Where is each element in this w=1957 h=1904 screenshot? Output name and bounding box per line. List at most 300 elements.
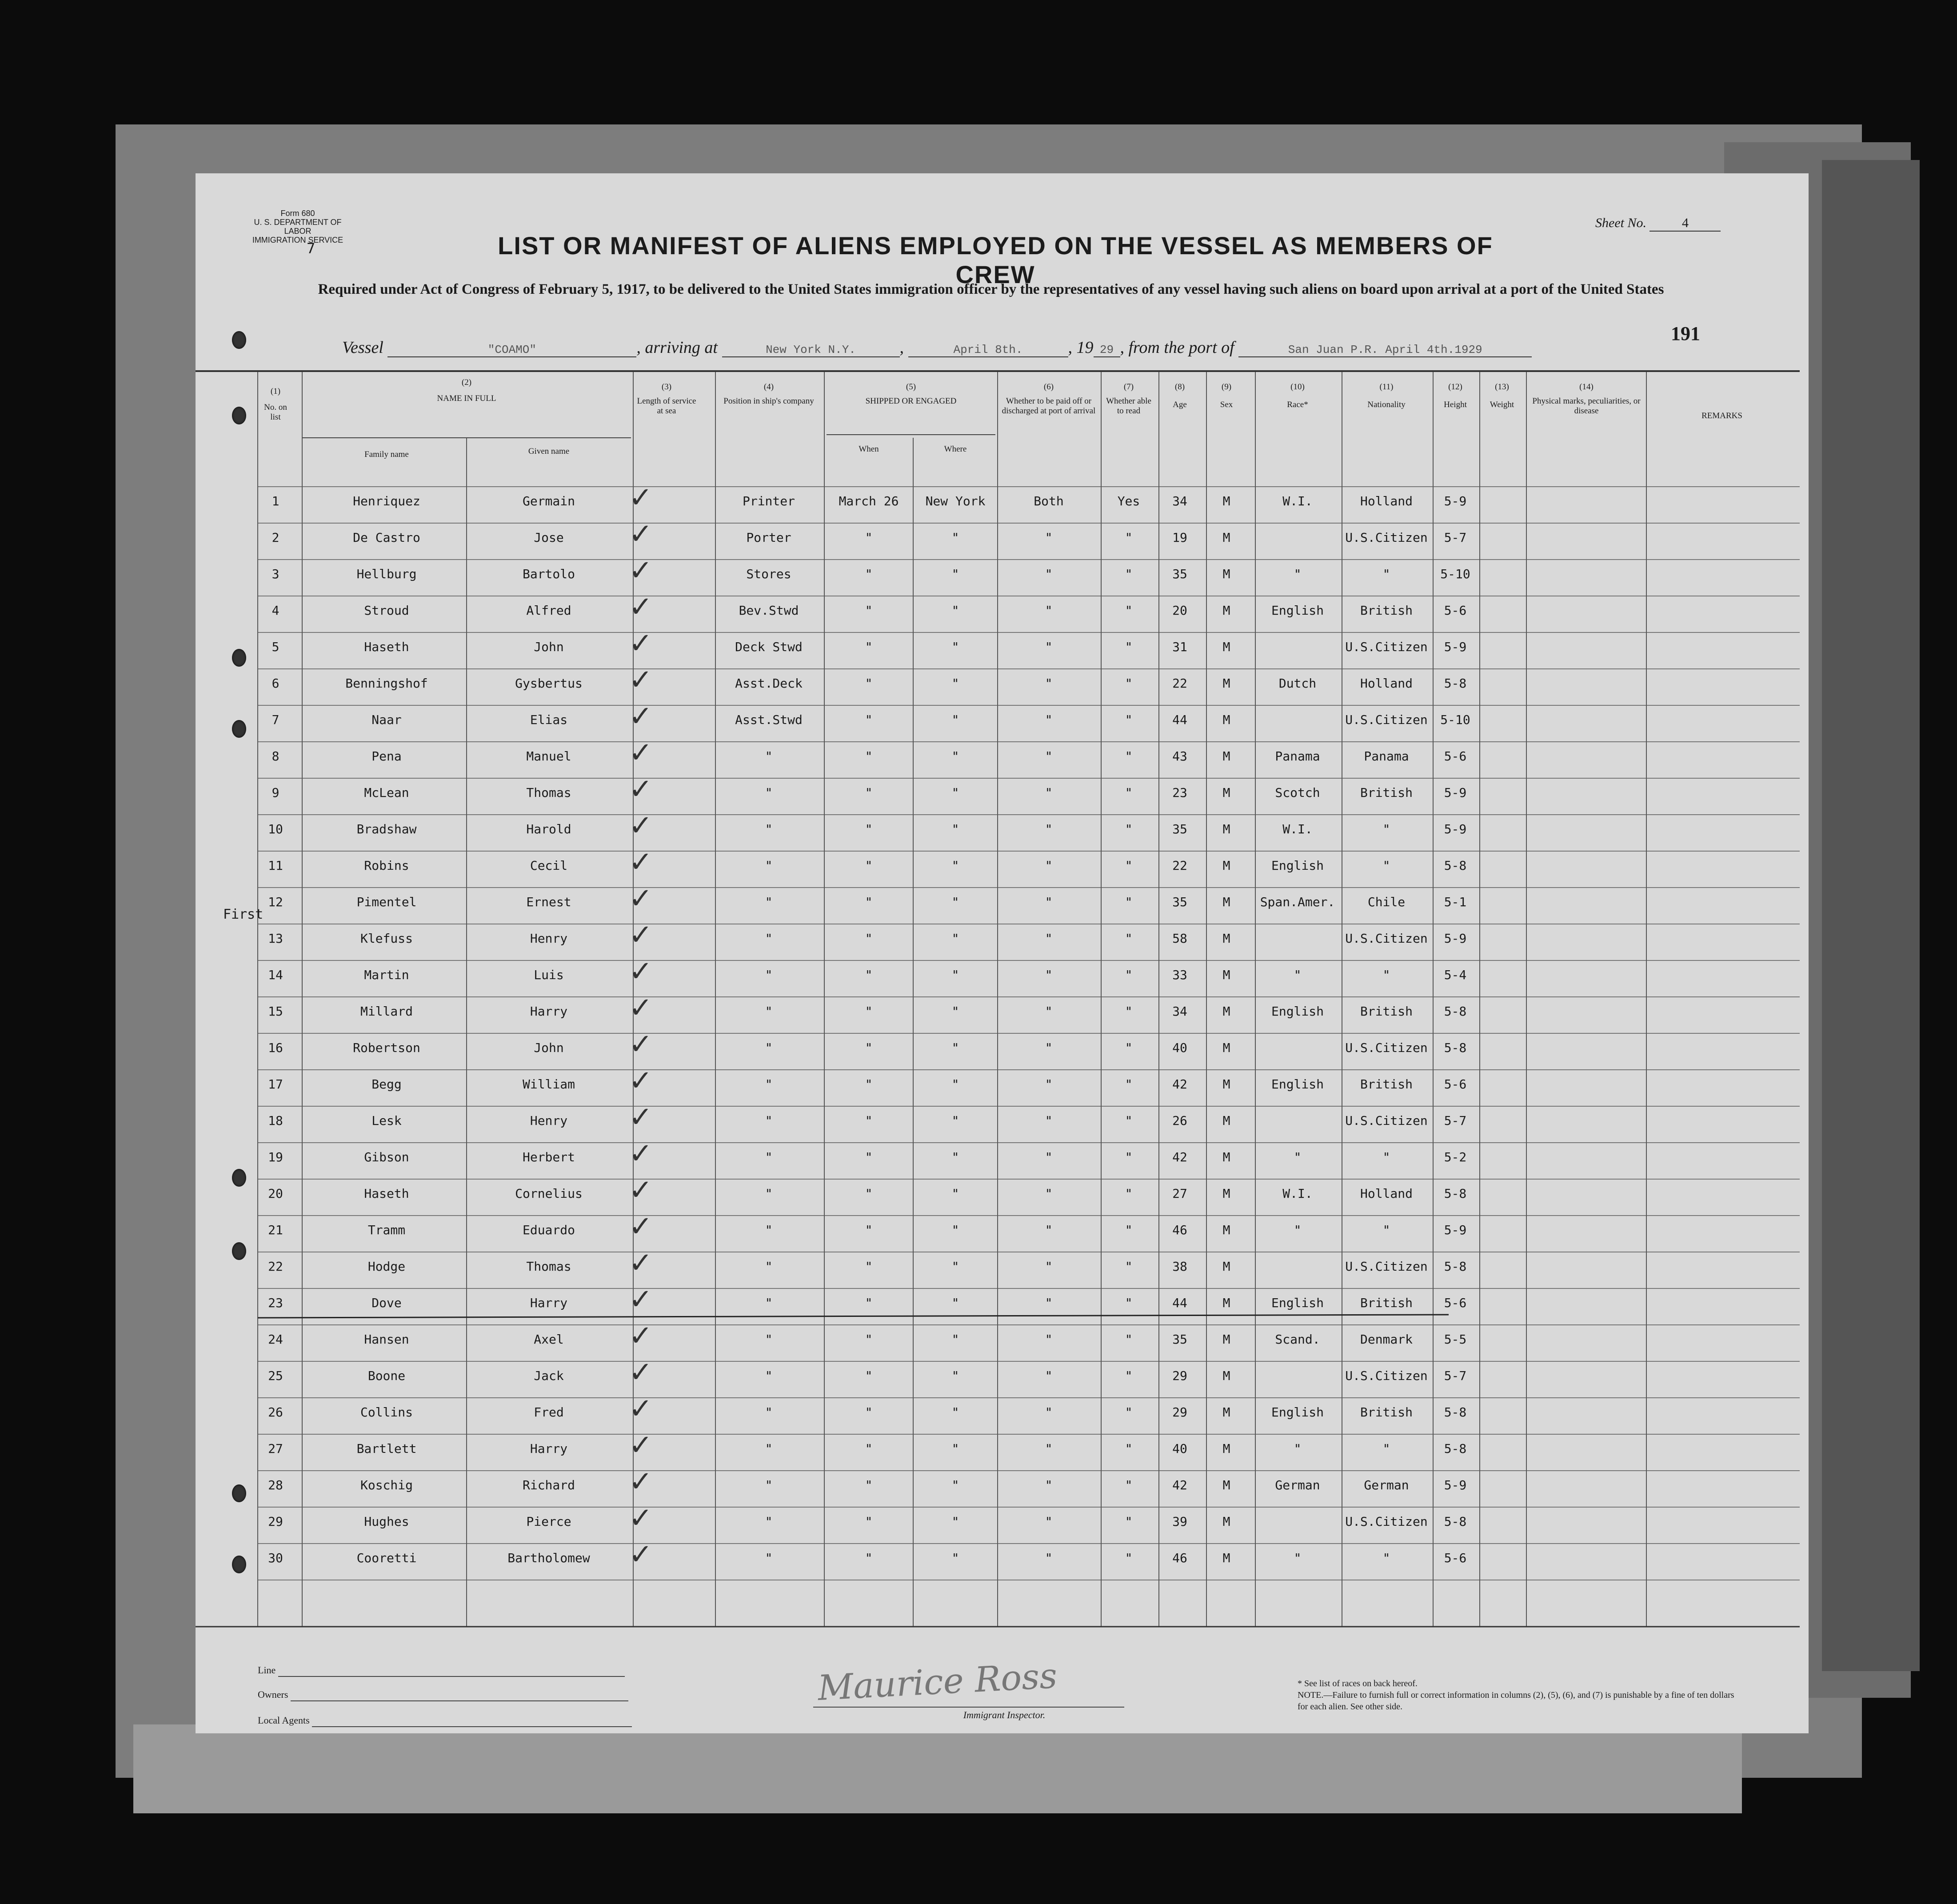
col-8-header: (8) Age — [1173, 382, 1187, 409]
age-cell: 35 — [1172, 567, 1187, 581]
sex-cell: M — [1222, 1150, 1230, 1164]
nationality-cell: Panama — [1364, 749, 1409, 764]
col-2-header: (2) NAME IN FULL — [437, 378, 496, 403]
race-cell: English — [1271, 603, 1324, 618]
row-number-cell: 7 — [272, 712, 280, 727]
page-subtitle: Required under Act of Congress of February 5, 1917, to be delivered to the United States immigration officer by the representatives of any vessel having such aliens on board upon arrival at a port of the United States — [318, 281, 1664, 297]
age-cell: 29 — [1172, 1368, 1187, 1383]
age-cell: 26 — [1172, 1113, 1187, 1128]
race-cell: Panama — [1275, 749, 1320, 764]
paid-off-cell: " — [1045, 1040, 1053, 1055]
col-6-header: (6) Whether to be paid off or discharged at port of arrival — [1002, 382, 1096, 416]
position-cell: Deck Stwd — [735, 640, 803, 654]
row-number-cell: 25 — [268, 1368, 283, 1383]
given-name-cell: Bartolo — [522, 567, 575, 581]
position-cell: " — [765, 1077, 773, 1092]
age-cell: 34 — [1172, 494, 1187, 508]
paid-off-cell: " — [1045, 530, 1053, 545]
shipped-where-cell: " — [951, 1040, 959, 1055]
race-cell: Scotch — [1275, 785, 1320, 800]
shipped-where-cell: " — [951, 640, 959, 654]
shipped-when-cell: " — [865, 530, 873, 545]
nationality-cell: U.S.Citizen — [1345, 931, 1428, 946]
paid-off-cell: " — [1045, 858, 1053, 873]
age-cell: 19 — [1172, 530, 1187, 545]
sex-cell: M — [1222, 931, 1230, 946]
given-name-cell: Cecil — [530, 858, 568, 873]
given-name-header: Given name — [528, 447, 570, 456]
shipped-when-cell: " — [865, 1405, 873, 1420]
able-to-read-cell: " — [1125, 749, 1133, 764]
check-mark-icon: ✓ — [629, 1356, 653, 1389]
age-cell: 22 — [1172, 858, 1187, 873]
col-11-header: (11) Nationality — [1367, 382, 1406, 409]
able-to-read-cell: " — [1125, 1150, 1133, 1164]
position-cell: " — [765, 1040, 773, 1055]
able-to-read-cell: " — [1125, 1368, 1133, 1383]
paid-off-cell: " — [1045, 712, 1053, 727]
row-number-cell: 23 — [268, 1296, 283, 1310]
able-to-read-cell: Yes — [1117, 494, 1140, 508]
shipped-when-cell: " — [865, 1150, 873, 1164]
able-to-read-cell: " — [1125, 1296, 1133, 1310]
age-cell: 43 — [1172, 749, 1187, 764]
age-cell: 20 — [1172, 603, 1187, 618]
shipped-where-cell: " — [951, 567, 959, 581]
col-14-header: (14) Physical marks, peculiarities, or disease — [1532, 382, 1641, 416]
shipped-when-cell: " — [865, 603, 873, 618]
position-cell: " — [765, 822, 773, 836]
paid-off-cell: " — [1045, 822, 1053, 836]
height-cell: 5-8 — [1444, 1040, 1467, 1055]
family-name-cell: Haseth — [364, 1186, 409, 1201]
shipped-when-cell: " — [865, 1478, 873, 1492]
arriving-port: New York N.Y. — [722, 343, 900, 357]
able-to-read-cell: " — [1125, 1004, 1133, 1019]
shipped-where-cell: " — [951, 1077, 959, 1092]
check-mark-icon: ✓ — [629, 591, 653, 624]
row-number-cell: 8 — [272, 749, 280, 764]
col-9-header: (9) Sex — [1220, 382, 1233, 409]
given-name-cell: Germain — [522, 494, 575, 508]
position-cell: " — [765, 1441, 773, 1456]
family-name-cell: Tramm — [367, 1223, 406, 1237]
nationality-cell: U.S.Citizen — [1345, 712, 1428, 727]
check-mark-icon: ✓ — [629, 664, 653, 696]
given-name-cell: Harry — [530, 1004, 568, 1019]
race-cell: " — [1294, 1223, 1302, 1237]
shipped-where-cell: " — [951, 1405, 959, 1420]
sex-cell: M — [1222, 712, 1230, 727]
race-cell: W.I. — [1282, 822, 1313, 836]
family-name-cell: Koschig — [360, 1478, 413, 1492]
nationality-cell: British — [1360, 603, 1413, 618]
paid-off-cell: " — [1045, 785, 1053, 800]
check-mark-icon: ✓ — [629, 846, 653, 879]
family-name-cell: Cooretti — [356, 1551, 417, 1565]
check-mark-icon: ✓ — [629, 773, 653, 806]
shipped-when-cell: " — [865, 712, 873, 727]
family-name-cell: Pimentel — [356, 895, 417, 909]
paid-off-cell: " — [1045, 1478, 1053, 1492]
paid-off-cell: " — [1045, 1332, 1053, 1347]
check-mark-icon: ✓ — [629, 518, 653, 551]
sex-cell: M — [1222, 1040, 1230, 1055]
given-name-cell: William — [522, 1077, 575, 1092]
given-name-cell: Eduardo — [522, 1223, 575, 1237]
able-to-read-cell: " — [1125, 1077, 1133, 1092]
shipped-when-cell: " — [865, 785, 873, 800]
row-number-cell: 3 — [272, 567, 280, 581]
check-mark-icon: ✓ — [629, 1465, 653, 1498]
position-cell: " — [765, 1405, 773, 1420]
col-5-header: (5) SHIPPED OR ENGAGED — [865, 382, 957, 406]
family-name-cell: Dove — [371, 1296, 402, 1310]
nationality-cell: Holland — [1360, 494, 1413, 508]
shipped-where-cell: " — [951, 1113, 959, 1128]
shipped-where-cell: " — [951, 749, 959, 764]
age-cell: 34 — [1172, 1004, 1187, 1019]
family-name-cell: Lesk — [371, 1113, 402, 1128]
paid-off-cell: " — [1045, 1077, 1053, 1092]
sex-cell: M — [1222, 858, 1230, 873]
check-mark-icon: ✓ — [629, 1283, 653, 1316]
nationality-cell: " — [1382, 567, 1390, 581]
nationality-cell: U.S.Citizen — [1345, 1259, 1428, 1274]
height-cell: 5-7 — [1444, 530, 1467, 545]
position-cell: " — [765, 858, 773, 873]
check-mark-icon: ✓ — [629, 882, 653, 915]
shipped-when-cell: " — [865, 1551, 873, 1565]
position-cell: " — [765, 931, 773, 946]
able-to-read-cell: " — [1125, 785, 1133, 800]
check-mark-icon: ✓ — [629, 1210, 653, 1243]
able-to-read-cell: " — [1125, 1223, 1133, 1237]
nationality-cell: British — [1360, 1296, 1413, 1310]
check-mark-icon: ✓ — [629, 1101, 653, 1134]
sex-cell: M — [1222, 822, 1230, 836]
given-name-cell: John — [534, 640, 564, 654]
able-to-read-cell: " — [1125, 712, 1133, 727]
given-name-cell: Thomas — [526, 785, 571, 800]
sex-cell: M — [1222, 1259, 1230, 1274]
position-cell: Bev.Stwd — [739, 603, 799, 618]
sex-cell: M — [1222, 1113, 1230, 1128]
row-number-cell: 26 — [268, 1405, 283, 1420]
race-cell: W.I. — [1282, 1186, 1313, 1201]
position-cell: " — [765, 1332, 773, 1347]
able-to-read-cell: " — [1125, 1040, 1133, 1055]
given-name-cell: Bartholomew — [507, 1551, 590, 1565]
shipped-when-cell: " — [865, 676, 873, 691]
footer-note — [1298, 1678, 1742, 1712]
owners-field: Owners — [258, 1689, 628, 1701]
position-cell: Printer — [742, 494, 795, 508]
able-to-read-cell: " — [1125, 1514, 1133, 1529]
paid-off-cell: " — [1045, 1186, 1053, 1201]
line-field: Line — [258, 1664, 625, 1677]
given-name-cell: Harry — [530, 1296, 568, 1310]
shipped-where-cell: " — [951, 895, 959, 909]
race-note: * See list of races on back hereof. — [1298, 1679, 1418, 1688]
row-number-cell: 10 — [268, 822, 283, 836]
age-cell: 33 — [1172, 968, 1187, 982]
check-mark-icon: ✓ — [629, 1502, 653, 1535]
nationality-cell: " — [1382, 1150, 1390, 1164]
paid-off-cell: " — [1045, 1004, 1053, 1019]
sex-cell: M — [1222, 1478, 1230, 1492]
row-number-cell: 21 — [268, 1223, 283, 1237]
paid-off-cell: " — [1045, 931, 1053, 946]
able-to-read-cell: " — [1125, 858, 1133, 873]
col-7-header: (7) Whether able to read — [1106, 382, 1151, 416]
height-cell: 5-8 — [1444, 1186, 1467, 1201]
height-cell: 5-8 — [1444, 1514, 1467, 1529]
given-name-cell: Elias — [530, 712, 568, 727]
paid-off-cell: " — [1045, 1368, 1053, 1383]
nationality-cell: U.S.Citizen — [1345, 640, 1428, 654]
sex-cell: M — [1222, 895, 1230, 909]
shipped-when-cell: " — [865, 1368, 873, 1383]
able-to-read-cell: " — [1125, 1551, 1133, 1565]
row-number-cell: 24 — [268, 1332, 283, 1347]
sex-cell: M — [1222, 603, 1230, 618]
able-to-read-cell: " — [1125, 640, 1133, 654]
position-cell: Asst.Deck — [735, 676, 803, 691]
able-to-read-cell: " — [1125, 1332, 1133, 1347]
sex-cell: M — [1222, 676, 1230, 691]
race-cell: W.I. — [1282, 494, 1313, 508]
check-mark-icon: ✓ — [629, 1429, 653, 1462]
row-number-cell: 30 — [268, 1551, 283, 1565]
shipped-when-cell: March 26 — [839, 494, 899, 508]
shipped-when-cell: " — [865, 822, 873, 836]
shipped-when-cell: " — [865, 895, 873, 909]
row-number-cell: 16 — [268, 1040, 283, 1055]
family-name-cell: Martin — [364, 968, 409, 982]
given-name-cell: Henry — [530, 931, 568, 946]
check-mark-icon: ✓ — [629, 1064, 653, 1097]
paid-off-cell: " — [1045, 1113, 1053, 1128]
age-cell: 27 — [1172, 1186, 1187, 1201]
height-cell: 5-7 — [1444, 1113, 1467, 1128]
nationality-cell: Holland — [1360, 1186, 1413, 1201]
age-cell: 23 — [1172, 785, 1187, 800]
from-label: , from the port of — [1120, 338, 1234, 357]
age-cell: 29 — [1172, 1405, 1187, 1420]
position-cell: " — [765, 1186, 773, 1201]
shipped-where-cell: " — [951, 822, 959, 836]
sex-cell: M — [1222, 1551, 1230, 1565]
family-name-cell: De Castro — [353, 530, 420, 545]
shipped-when-cell: " — [865, 749, 873, 764]
check-mark-icon: ✓ — [629, 955, 653, 988]
department-name: U. S. DEPARTMENT OF LABOR — [254, 218, 342, 236]
able-to-read-cell: " — [1125, 895, 1133, 909]
age-cell: 58 — [1172, 931, 1187, 946]
height-cell: 5-6 — [1444, 603, 1467, 618]
shipped-where-cell: " — [951, 1368, 959, 1383]
position-cell: " — [765, 968, 773, 982]
vessel-line: Vessel "COAMO" , arriving at New York N.Y. , April 8th. , 19 29 , from the port of San Juan P.R. April 4th.1929 — [342, 338, 1631, 357]
family-name-cell: Gibson — [364, 1150, 409, 1164]
shipped-where-cell: " — [951, 1551, 959, 1565]
age-cell: 44 — [1172, 1296, 1187, 1310]
sex-cell: M — [1222, 494, 1230, 508]
race-cell: " — [1294, 567, 1302, 581]
check-mark-icon: ✓ — [629, 736, 653, 769]
sex-cell: M — [1222, 749, 1230, 764]
col-10-header: (10) Race* — [1287, 382, 1308, 409]
check-mark-icon: ✓ — [629, 1137, 653, 1170]
able-to-read-cell: " — [1125, 603, 1133, 618]
race-cell: German — [1275, 1478, 1320, 1492]
age-cell: 22 — [1172, 676, 1187, 691]
nationality-cell: British — [1360, 1077, 1413, 1092]
row-number-cell: 2 — [272, 530, 280, 545]
height-cell: 5-9 — [1444, 1223, 1467, 1237]
check-mark-icon: ✓ — [629, 1320, 653, 1352]
height-cell: 5-6 — [1444, 1077, 1467, 1092]
nationality-cell: U.S.Citizen — [1345, 1040, 1428, 1055]
age-cell: 46 — [1172, 1223, 1187, 1237]
nationality-cell: " — [1382, 1551, 1390, 1565]
nationality-cell: " — [1382, 858, 1390, 873]
given-name-cell: Jack — [534, 1368, 564, 1383]
able-to-read-cell: " — [1125, 968, 1133, 982]
paid-off-cell: " — [1045, 1514, 1053, 1529]
when-header: When — [859, 444, 879, 454]
nationality-cell: " — [1382, 1441, 1390, 1456]
col-3-header: (3) Length of service at sea — [637, 382, 696, 416]
height-cell: 5-7 — [1444, 1368, 1467, 1383]
family-name-cell: Collins — [360, 1405, 413, 1420]
race-cell: English — [1271, 1077, 1324, 1092]
paid-off-cell: " — [1045, 1259, 1053, 1274]
row-number-cell: 18 — [268, 1113, 283, 1128]
shipped-where-cell: " — [951, 1004, 959, 1019]
paid-off-cell: " — [1045, 1551, 1053, 1565]
family-name-cell: Robins — [364, 858, 409, 873]
row-number-cell: 15 — [268, 1004, 283, 1019]
col-4-header: (4) Position in ship's company — [723, 382, 814, 406]
height-cell: 5-8 — [1444, 1004, 1467, 1019]
family-name-cell: Begg — [371, 1077, 402, 1092]
height-cell: 5-8 — [1444, 676, 1467, 691]
height-cell: 5-8 — [1444, 858, 1467, 873]
sex-cell: M — [1222, 1077, 1230, 1092]
row-number-cell: 5 — [272, 640, 280, 654]
given-name-cell: Gysbertus — [515, 676, 583, 691]
able-to-read-cell: " — [1125, 931, 1133, 946]
position-cell: " — [765, 1150, 773, 1164]
sex-cell: M — [1222, 530, 1230, 545]
row-number-cell: 6 — [272, 676, 280, 691]
family-name-header: Family name — [364, 450, 409, 459]
family-name-cell: Klefuss — [360, 931, 413, 946]
check-mark-icon: ✓ — [629, 1174, 653, 1207]
shipped-when-cell: " — [865, 1296, 873, 1310]
age-cell: 40 — [1172, 1441, 1187, 1456]
race-cell: English — [1271, 1004, 1324, 1019]
given-name-cell: John — [534, 1040, 564, 1055]
paid-off-cell: " — [1045, 968, 1053, 982]
sex-cell: M — [1222, 1223, 1230, 1237]
sex-cell: M — [1222, 785, 1230, 800]
paid-off-cell: " — [1045, 640, 1053, 654]
sex-cell: M — [1222, 1405, 1230, 1420]
nationality-cell: British — [1360, 785, 1413, 800]
height-cell: 5-10 — [1440, 567, 1470, 581]
family-name-cell: McLean — [364, 785, 409, 800]
col-13-header: (13) Weight — [1490, 382, 1514, 409]
sex-cell: M — [1222, 968, 1230, 982]
shipped-when-cell: " — [865, 1186, 873, 1201]
position-cell: " — [765, 895, 773, 909]
paid-off-cell: " — [1045, 1150, 1053, 1164]
shipped-when-cell: " — [865, 1004, 873, 1019]
inspector-label: Immigrant Inspector. — [813, 1707, 1124, 1721]
shipped-when-cell: " — [865, 1223, 873, 1237]
remarks-header: REMARKS — [1701, 411, 1742, 420]
given-name-cell: Thomas — [526, 1259, 571, 1274]
col-1-header: (1) No. on list — [264, 387, 287, 422]
shipped-where-cell: " — [951, 1514, 959, 1529]
race-cell: Span.Amer. — [1260, 895, 1335, 909]
nationality-cell: Holland — [1360, 676, 1413, 691]
row-number-cell: 1 — [272, 494, 280, 508]
height-cell: 5-2 — [1444, 1150, 1467, 1164]
position-cell: " — [765, 1368, 773, 1383]
row-number-cell: 20 — [268, 1186, 283, 1201]
age-cell: 39 — [1172, 1514, 1187, 1529]
first-class-label: First — [223, 907, 264, 922]
vessel-name: "COAMO" — [387, 343, 636, 357]
height-cell: 5-1 — [1444, 895, 1467, 909]
position-cell: " — [765, 1296, 773, 1310]
check-mark-icon: ✓ — [629, 1538, 653, 1571]
family-name-cell: Hodge — [367, 1259, 406, 1274]
able-to-read-cell: " — [1125, 822, 1133, 836]
position-cell: " — [765, 1223, 773, 1237]
nationality-cell: " — [1382, 968, 1390, 982]
check-mark-icon: ✓ — [629, 1247, 653, 1280]
family-name-cell: Bradshaw — [356, 822, 417, 836]
position-cell: " — [765, 749, 773, 764]
given-name-cell: Richard — [522, 1478, 575, 1492]
family-name-cell: Hellburg — [356, 567, 417, 581]
given-name-cell: Alfred — [526, 603, 571, 618]
shipped-where-cell: " — [951, 1223, 959, 1237]
shipped-where-cell: " — [951, 676, 959, 691]
able-to-read-cell: " — [1125, 1259, 1133, 1274]
nationality-cell: U.S.Citizen — [1345, 1368, 1428, 1383]
given-name-cell: Jose — [534, 530, 564, 545]
position-cell: Stores — [746, 567, 791, 581]
paid-off-cell: " — [1045, 749, 1053, 764]
given-name-cell: Ernest — [526, 895, 571, 909]
paid-off-cell: " — [1045, 1405, 1053, 1420]
check-mark-icon: ✓ — [629, 627, 653, 660]
height-cell: 5-9 — [1444, 785, 1467, 800]
family-name-cell: Boone — [367, 1368, 406, 1383]
nationality-cell: U.S.Citizen — [1345, 1514, 1428, 1529]
race-cell: " — [1294, 1150, 1302, 1164]
sex-cell: M — [1222, 1186, 1230, 1201]
given-name-cell: Luis — [534, 968, 564, 982]
sex-cell: M — [1222, 1368, 1230, 1383]
height-cell: 5-4 — [1444, 968, 1467, 982]
